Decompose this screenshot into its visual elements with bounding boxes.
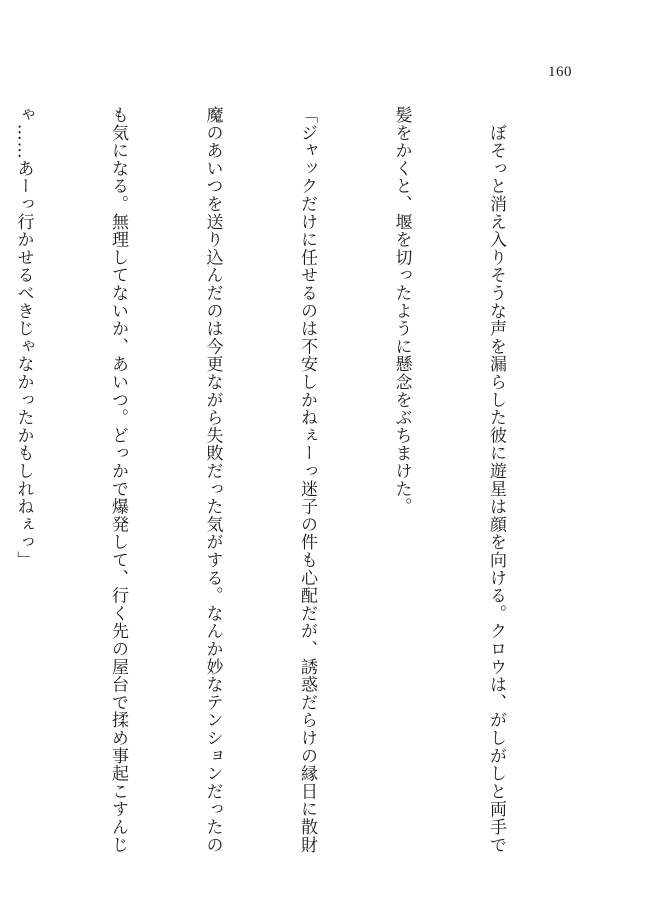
text-line: も気になる。無理してないか、あいつ。どっかで爆発して、行く先の屋台で揉め事起こすんじ [108, 106, 128, 854]
text-line: 「ジャックだけに任せるのは不安しかねぇーっ迷子の件も心配だが、誘惑だらけの縁日に散財 [297, 106, 317, 854]
text-line: 魔のあいつを送り込んだのは今更ながら失敗だった気がする。なんか妙なテンションだったの [202, 106, 223, 854]
text-line: ぼそっと消え入りそうな声を漏らした彼に遊星は顔を向ける。クロウは、がしがしと両手で [486, 106, 506, 854]
page-number: 160 [548, 64, 572, 80]
text-line: ゃ……あーっ行かせるべきじゃなかったかもしれねぇっ」 [13, 106, 34, 569]
text-line: 髪をかくと、堰を切ったように懸念をぶちまけた。 [391, 106, 412, 516]
vertical-text-body [0, 106, 574, 876]
